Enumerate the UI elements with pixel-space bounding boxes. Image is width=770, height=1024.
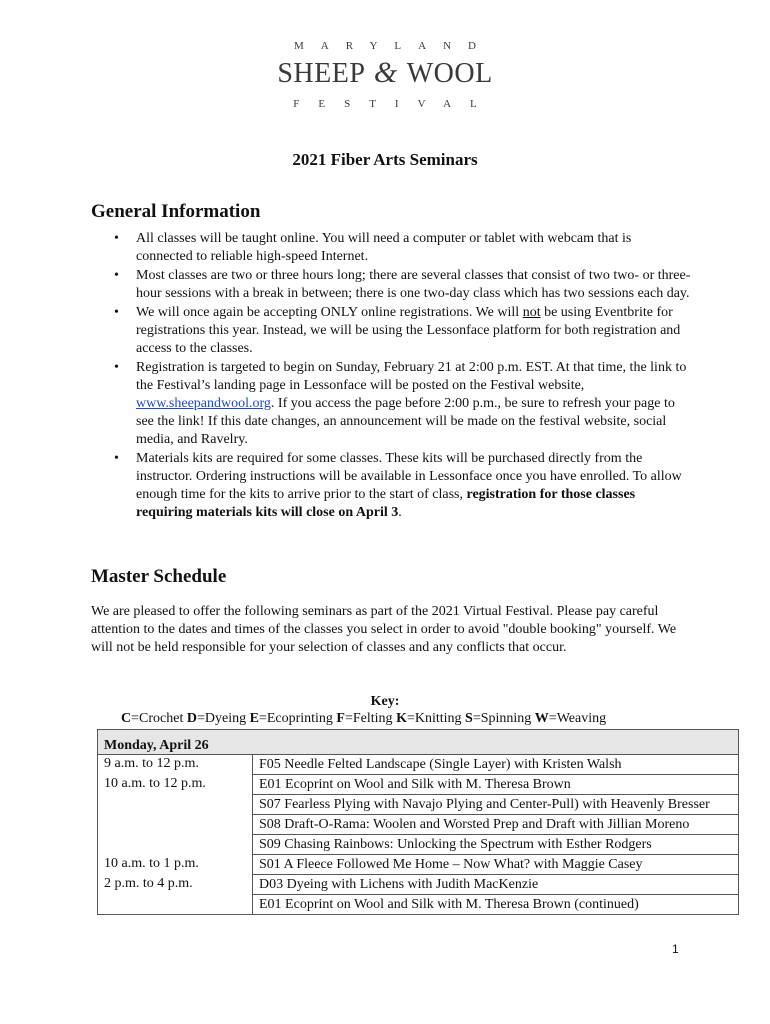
bullet-text-online: All classes will be taught online. You will need a computer or tablet with webcam that is connected to reliable high-speed Internet. bbox=[136, 231, 632, 264]
table-row bbox=[98, 855, 739, 875]
bullet-text-date-a: Registration is targeted to begin on Sunday, February 21 at 2:00 p.m. EST. At that time, the link to the Festival’s landing page in Lessonface will be posted on the Festival website, bbox=[136, 360, 687, 393]
festival-website-link[interactable]: www.sheepandwool.org bbox=[136, 396, 271, 411]
master-schedule-intro: We are pleased to offer the following seminars as part of the 2021 Virtual Festival. Please pay careful attention to the dates and times of the classes you select in order to avoid "double booking" yourself. We will not be held responsible for your selection of classes and any conflicts that occur. bbox=[91, 604, 677, 655]
table-row bbox=[98, 875, 739, 895]
list-item bbox=[91, 230, 691, 266]
time-cell: 10 a.m. to 12 p.m. bbox=[98, 775, 253, 795]
key-code: W bbox=[534, 711, 549, 726]
key-label: Key: bbox=[370, 694, 400, 709]
table-row bbox=[98, 755, 739, 775]
key-name: =Ecoprinting bbox=[258, 711, 337, 726]
class-cell: D03 Dyeing with Lichens with Judith MacKenzie bbox=[253, 875, 739, 895]
bullet-text-kits-a: Materials kits are required for some classes. These kits will be purchased directly from the instructor. Ordering instructions will be available in Lessonface once you have enrolled. To allow enough time for the kits to arrive prior to the start of class, bbox=[136, 451, 682, 502]
key-code: K bbox=[396, 711, 407, 726]
day-header-row bbox=[98, 730, 739, 755]
table-row bbox=[98, 835, 739, 855]
key-code: S bbox=[465, 711, 473, 726]
time-cell: 9 a.m. to 12 p.m. bbox=[98, 755, 253, 775]
key-code: F bbox=[336, 711, 345, 726]
table-row bbox=[98, 895, 739, 915]
document-title: 2021 Fiber Arts Seminars bbox=[292, 150, 478, 169]
key-name: =Spinning bbox=[472, 711, 535, 726]
key-name: =Weaving bbox=[548, 711, 607, 726]
time-cell bbox=[98, 795, 253, 815]
class-cell: E01 Ecoprint on Wool and Silk with M. Theresa Brown bbox=[253, 775, 739, 795]
bullet-text-date-b: . If you access the page before 2:00 p.m., be sure to refresh your page to see the link! If this date changes, an announcement will be made on the festival website, social media, and Ravelry. bbox=[136, 396, 675, 447]
key-code: E bbox=[249, 711, 259, 726]
underlined-not: not bbox=[522, 305, 541, 320]
table-row bbox=[98, 815, 739, 835]
list-item bbox=[91, 359, 691, 449]
table-row bbox=[98, 775, 739, 795]
list-item bbox=[91, 450, 691, 522]
class-cell: F05 Needle Felted Landscape (Single Layer) with Kristen Walsh bbox=[253, 755, 739, 775]
logo-festival: FESTIVAL bbox=[293, 98, 496, 110]
schedule-table bbox=[97, 729, 739, 915]
key-name: =Dyeing bbox=[196, 711, 250, 726]
bullet-text-duration: Most classes are two or three hours long; there are several classes that consist of two two- or three-hour sessions with a break in between; there is one two-day class which has two sessions each day. bbox=[136, 268, 691, 301]
key-code: C bbox=[121, 711, 132, 726]
time-cell: 10 a.m. to 1 p.m. bbox=[98, 855, 253, 875]
list-item bbox=[91, 267, 691, 303]
page-number: 1 bbox=[672, 942, 679, 956]
class-cell: S08 Draft-O-Rama: Woolen and Worsted Prep and Draft with Jillian Moreno bbox=[253, 815, 739, 835]
key-code: D bbox=[186, 711, 197, 726]
class-cell: E01 Ecoprint on Wool and Silk with M. Theresa Brown (continued) bbox=[253, 895, 739, 915]
class-cell: S09 Chasing Rainbows: Unlocking the Spectrum with Esther Rodgers bbox=[253, 835, 739, 855]
time-cell: 2 p.m. to 4 p.m. bbox=[98, 875, 253, 895]
bullet-text-registration-b: be using Eventbrite for registrations this year. Instead, we will be using the Lessonface platform for both registration and access to the classes. bbox=[136, 305, 681, 356]
table-row bbox=[98, 795, 739, 815]
key-name: =Knitting bbox=[406, 711, 466, 726]
logo-ampersand: & bbox=[373, 56, 398, 89]
time-cell bbox=[98, 895, 253, 915]
key-name: =Crochet bbox=[131, 711, 187, 726]
key-name: =Felting bbox=[344, 711, 397, 726]
festival-logo bbox=[0, 40, 770, 110]
class-cell: S07 Fearless Plying with Navajo Plying and Center-Pull) with Heavenly Bresser bbox=[253, 795, 739, 815]
list-item bbox=[91, 304, 691, 358]
general-information-list bbox=[91, 230, 691, 523]
key-legend bbox=[121, 711, 606, 727]
general-information-heading: General Information bbox=[91, 201, 261, 222]
bullet-text-kits-end: . bbox=[398, 505, 402, 520]
logo-sheep: SHEEP bbox=[277, 58, 365, 89]
logo-wool: WOOL bbox=[406, 58, 493, 89]
time-cell bbox=[98, 815, 253, 835]
kits-deadline: registration for those classes requiring materials kits will close on April 3 bbox=[136, 487, 636, 520]
day-header: Monday, April 26 bbox=[98, 730, 739, 755]
logo-sheep-wool bbox=[0, 56, 770, 91]
time-cell bbox=[98, 835, 253, 855]
master-schedule-heading: Master Schedule bbox=[91, 566, 227, 587]
bullet-text-registration-a: We will once again be accepting ONLY online registrations. We will bbox=[136, 305, 523, 320]
class-cell: S01 A Fleece Followed Me Home – Now What? with Maggie Casey bbox=[253, 855, 739, 875]
logo-maryland: MARYLAND bbox=[294, 40, 493, 52]
